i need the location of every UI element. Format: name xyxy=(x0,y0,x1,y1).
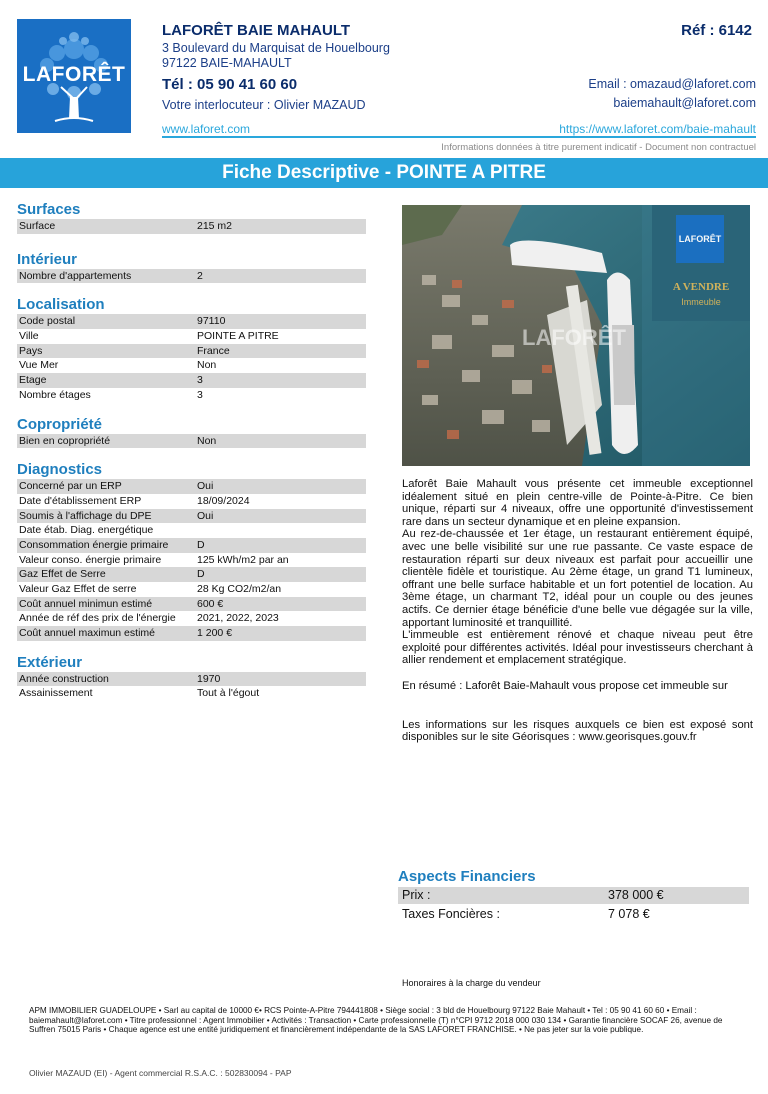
detail-label: Etage xyxy=(19,374,47,387)
description-paragraph: Au rez-de-chaussée et 1er étage, un restaurant entièrement équipé, avec une belle visibilité sur une rue passante. Ce vaste espace de restauration réparti sur deux niveaux est parfait pour accueillir une clientèle fidèle et touristique. Au 2ème étage, un grand T1 lumineux, offrant une belle surface habitable et un fort potentiel de location. Au 3ème étage, un charmant T2, idéal pour un couple ou des jeunes actifs. Ce dernier étage bénéficie d'une belle vue dégagée sur la ville, apportant luminosité et tranquillité. xyxy=(402,528,753,629)
section-title: Intérieur xyxy=(17,250,78,268)
property-photo xyxy=(402,205,750,466)
detail-label: Gaz Effet de Serre xyxy=(19,568,106,581)
detail-row xyxy=(17,344,366,359)
detail-row xyxy=(17,314,366,329)
detail-value: 600 € xyxy=(197,597,224,610)
detail-value: 3 xyxy=(197,374,203,387)
detail-row xyxy=(17,479,366,494)
detail-label: Nombre d'appartements xyxy=(19,269,132,282)
detail-value: Tout à l'égout xyxy=(197,687,260,700)
photo-watermark: LAFORÊT xyxy=(522,325,626,350)
detail-row xyxy=(17,686,366,701)
property-details xyxy=(17,201,366,701)
detail-value: Non xyxy=(197,359,217,372)
detail-label: Date étab. Diag. energétique xyxy=(19,524,154,537)
section-title: Copropriété xyxy=(17,415,103,433)
detail-label: Code postal xyxy=(19,315,76,328)
property-description xyxy=(402,478,753,744)
detail-row xyxy=(17,538,366,553)
detail-row xyxy=(17,269,366,284)
detail-value: POINTE A PITRE xyxy=(197,330,279,343)
section-surfaces xyxy=(17,201,366,234)
detail-label: Ville xyxy=(19,330,39,343)
detail-row xyxy=(17,582,366,597)
detail-row xyxy=(17,358,366,373)
detail-value: Non xyxy=(197,434,217,447)
agent-info: Olivier MAZAUD (EI) - Agent commercial R.S.A.C. : 502830094 - PAP xyxy=(29,1068,292,1078)
detail-label: Concerné par un ERP xyxy=(19,480,122,493)
description-paragraph: Laforêt Baie Mahault vous présente cet immeuble exceptionnel idéalement situé en plein centre-ville de Pointe-à-Pitre. Ce bien unique, réparti sur 4 niveaux, offre une opportunité d'investissement rare dans un secteur dynamique et en pleine expansion. xyxy=(402,478,753,528)
section-localisation xyxy=(17,296,366,402)
detail-row xyxy=(17,523,366,538)
detail-value: 2021, 2022, 2023 xyxy=(197,612,279,625)
detail-value: Oui xyxy=(197,480,214,493)
description-paragraph: L'immeuble est entièrement rénové et chaque niveau peut être exploité pour différentes activités. Idéal pour investisseurs cherchant à allier rendement et emplacement stratégique. xyxy=(402,629,753,667)
address-line1: 3 Boulevard du Marquisat de Houelbourg xyxy=(162,41,390,55)
section-title: Localisation xyxy=(17,296,105,314)
detail-value: France xyxy=(197,344,230,357)
detail-value: 1970 xyxy=(197,672,221,685)
detail-row xyxy=(17,626,366,641)
address-line2: 97122 BAIE-MAHAULT xyxy=(162,56,292,70)
page-title: Fiche Descriptive - POINTE A PITRE xyxy=(0,158,768,188)
price-row xyxy=(398,887,749,904)
reference-number: Réf : 6142 xyxy=(681,22,752,39)
tax-value: 7 078 € xyxy=(608,907,650,921)
detail-label: Bien en copropriété xyxy=(19,434,111,447)
tax-row xyxy=(398,906,749,923)
price-label: Prix : xyxy=(402,888,431,902)
section-title: Surfaces xyxy=(17,201,81,218)
detail-row xyxy=(17,373,366,388)
detail-row xyxy=(17,672,366,687)
detail-value xyxy=(197,523,366,538)
detail-row xyxy=(17,597,366,612)
detail-row xyxy=(17,567,366,582)
detail-row xyxy=(17,434,366,449)
badge-logo xyxy=(676,215,724,263)
detail-value: Oui xyxy=(197,509,214,522)
section-interieur xyxy=(17,251,366,284)
fees-note: Honoraires à la charge du vendeur xyxy=(402,978,541,988)
logo-wordmark: LAFORÊT xyxy=(22,63,126,86)
phone-number[interactable]: Tél : 05 90 41 60 60 xyxy=(162,76,298,93)
badge-logo-text: LAFORÊT xyxy=(678,234,722,244)
detail-label: Vue Mer xyxy=(19,359,59,372)
detail-row xyxy=(17,494,366,509)
website-link[interactable]: www.laforet.com xyxy=(162,122,251,136)
section-copropriete xyxy=(17,416,366,449)
legal-notice: APM IMMOBILIER GUADELOUPE • Sarl au capital de 10000 €• RCS Pointe-A-Pitre 794441808 • Siège social : 3 bld de Houelbourg 97122 Baie Mahault • Tel : 05 90 41 60 60 • Email : baiemahault@laforet.com • Titre professionnel : Agent Immobilier • Activités : Transaction • Carte professionnelle (T) n°CPI 9712 2018 000 030 134 • Garantie financière SOCAF 26, avenue de Suffren 75015 Paris • Chaque agence est une entité juridiquement et financièrement indépendante de la SAS LAFORET FRANCHISE. • Ne pas jeter sur la voie publique. xyxy=(29,1006,723,1035)
section-title: Diagnostics xyxy=(17,461,103,479)
email-line1[interactable]: Email : omazaud@laforet.com xyxy=(588,77,756,91)
badge-subtitle: Immeuble xyxy=(681,297,721,307)
email-line2[interactable]: baiemahault@laforet.com xyxy=(613,96,756,110)
detail-value: 215 m2 xyxy=(197,220,233,232)
badge-title: A VENDRE xyxy=(672,281,730,293)
header-divider xyxy=(162,136,756,138)
section-title: Extérieur xyxy=(17,653,83,671)
description-paragraph: En résumé : Laforêt Baie-Mahault vous propose cet immeuble sur xyxy=(402,679,728,692)
section-diagnostics xyxy=(17,461,366,641)
detail-row xyxy=(17,509,366,524)
detail-value: D xyxy=(197,538,205,551)
for-sale-badge xyxy=(652,205,750,321)
contact-person: Votre interlocuteur : Olivier MAZAUD xyxy=(162,98,366,112)
detail-value: 2 xyxy=(197,269,203,282)
detail-label: Année de réf des prix de l'énergie xyxy=(19,612,176,625)
detail-row xyxy=(17,388,366,403)
detail-label: Valeur conso. énergie primaire xyxy=(19,553,162,566)
detail-label: Consommation énergie primaire xyxy=(19,538,169,551)
detail-value: 125 kWh/m2 par an xyxy=(197,553,289,566)
detail-value: D xyxy=(197,568,205,581)
detail-label: Soumis à l'affichage du DPE xyxy=(19,509,152,522)
detail-label: Année construction xyxy=(19,672,109,685)
laforet-logo xyxy=(17,19,131,133)
detail-label: Coût annuel minimun estimé xyxy=(19,597,153,610)
disclaimer: Informations données à titre purement indicatif - Document non contractuel xyxy=(441,142,756,153)
agency-name: LAFORÊT BAIE MAHAULT xyxy=(162,22,351,39)
detail-label: Nombre étages xyxy=(19,388,91,401)
detail-row xyxy=(17,329,366,344)
detail-value: 28 Kg CO2/m2/an xyxy=(197,583,282,595)
risk-info: Les informations sur les risques auxquels ce bien est exposé sont disponibles sur le site Géorisques : www.georisques.gouv.fr xyxy=(402,718,753,744)
detail-label: Pays xyxy=(19,344,43,357)
detail-label: Coût annuel maximun estimé xyxy=(19,627,155,640)
detail-value: 3 xyxy=(197,388,203,401)
section-exterieur xyxy=(17,654,366,701)
detail-value: 18/09/2024 xyxy=(197,494,250,507)
detail-value: 1 200 € xyxy=(197,627,233,640)
tax-label: Taxes Foncières : xyxy=(402,907,500,921)
detail-label: Date d'établissement ERP xyxy=(19,494,142,507)
agency-website-link[interactable]: https://www.laforet.com/baie-mahault xyxy=(559,122,756,136)
detail-label: Surface xyxy=(19,220,56,232)
detail-label: Valeur Gaz Effet de serre xyxy=(19,583,137,595)
price-value: 378 000 € xyxy=(608,888,664,902)
detail-row xyxy=(17,219,366,234)
financial-title: Aspects Financiers xyxy=(398,868,536,885)
detail-row xyxy=(17,553,366,568)
detail-label: Assainissement xyxy=(19,687,93,700)
detail-value: 97110 xyxy=(197,315,226,328)
detail-row xyxy=(17,611,366,626)
